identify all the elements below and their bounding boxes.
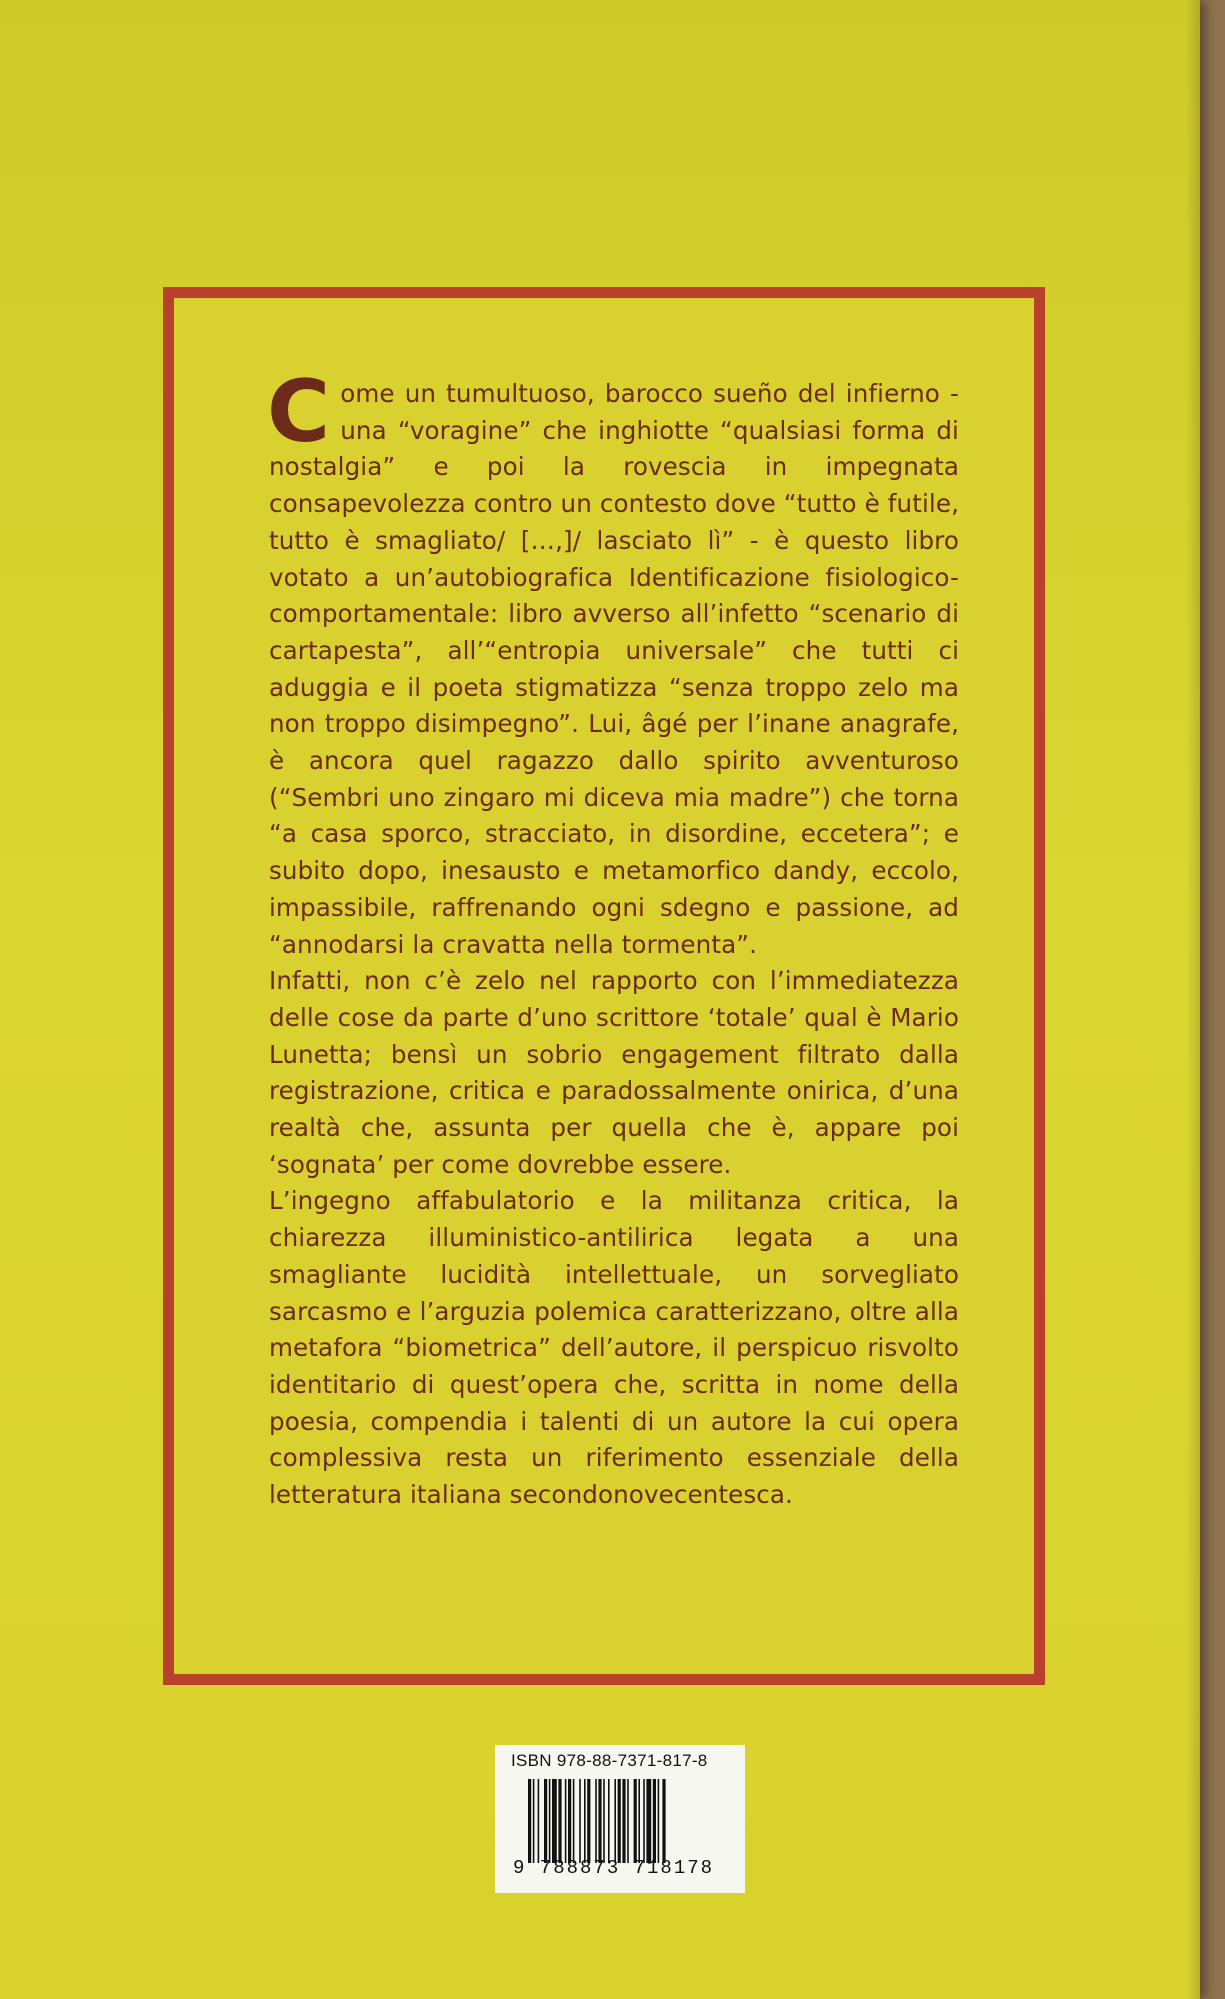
blurb-paragraph-1 bbox=[267, 362, 959, 963]
blurb-paragraph-3: L’ingegno affabulatorio e la militanza critica, la chiarezza illuministico-antilirica legata a una smagliante lucidità intellettuale, un sorvegliato sarcasmo e l’arguzia polemica caratterizzano, oltre alla metafora “biometrica” dell’autore, il perspicuo risvolto identitario di quest’opera che, scritta in nome della poesia, compendia i talenti di un autore la cui opera complessiva resta un riferimento essenziale della letteratura italiana secondonovecentesca. bbox=[269, 1186, 959, 1510]
barcode-image bbox=[528, 1779, 718, 1863]
isbn-barcode-label bbox=[495, 1745, 745, 1893]
isbn-text: ISBN 978-88-7371-817-8 bbox=[511, 1751, 708, 1770]
cover-edge-shadow bbox=[1186, 0, 1200, 1999]
blurb-frame bbox=[163, 287, 1045, 1685]
blurb-paragraph-2: Infatti, non c’è zelo nel rapporto con l’immediatezza delle cose da parte d’uno scrittore ‘totale’ qual è Mario Lunetta; bensì un sobrio engagement filtrato dalla registrazione, critica e paradossalmente onirica, d’una realtà che, assunta per quella che è, appare poi ‘sognata’ per come dovrebbe essere. bbox=[269, 966, 959, 1179]
dropcap-letter: C bbox=[267, 362, 331, 462]
blurb-text bbox=[267, 362, 959, 1514]
barcode-digits: 9 788873 718178 bbox=[513, 1857, 715, 1879]
blurb-paragraph-1-text: ome un tumultuoso, barocco sueño del infierno - una “voragine” che inghiotte “qualsiasi forma di nostalgia” e poi la rovescia in impegnata consapevolezza contro un contesto dove “tutto è futile, tutto è smagliato/ […,]/ lasciato lì” - è questo libro votato a un’autobiografica Identificazione fisiologico-comportamentale: libro avverso all’infetto “scenario di cartapesta”, all’“entropia universale” che tutti ci aduggia e il poeta stigmatizza “senza troppo zelo ma non troppo disimpegno”. Lui, âgé per l’inane anagrafe, è ancora quel ragazzo dallo spirito avventuroso (“Sembri uno zingaro mi diceva mia madre”) che torna “a casa sporco, stracciato, in disordine, eccetera”; e subito dopo, inesausto e metamorfico dandy, eccolo, impassibile, raffrenando ogni sdegno e passione, ad “annodarsi la cravatta nella tormenta”. bbox=[269, 379, 959, 959]
